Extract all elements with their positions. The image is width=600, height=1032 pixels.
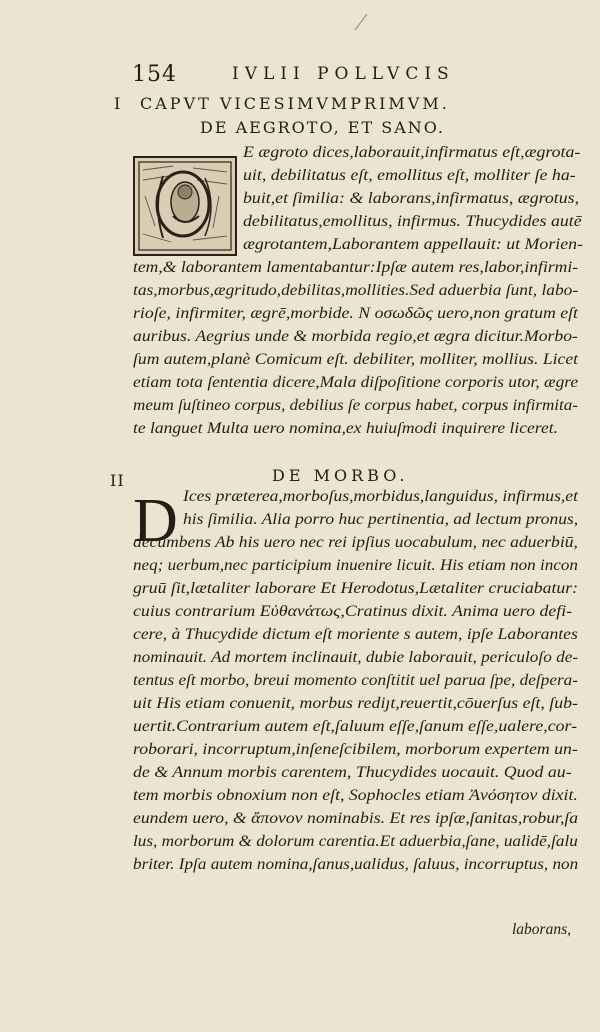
running-title: IVLII POLLVCIS	[232, 64, 455, 84]
chapter-subtitle: DE AEGROTO, ET SANO.	[200, 118, 446, 137]
catchword: laborans,	[512, 921, 571, 938]
text-line: briter. Ipſa autem nomina,ſanus,ualidus, ſaluus, incorruptus, non	[133, 856, 579, 873]
text-line: tem morbis obnoxium non eſt, Sophocles etiam Ἀνόσητον dixit.	[133, 787, 578, 804]
text-line: gruū ſit,lætaliter laborare Et Herodotus,Lætaliter cruciabatur:	[133, 580, 579, 597]
text-line: debilitatus,emollitus, infirmus. Thucydides autē	[243, 213, 582, 230]
woodcut-initial-e-icon	[133, 156, 237, 256]
text-line: cere, à Thucydide dictum eſt moriente s autem, ipſe Laborantes	[133, 626, 578, 643]
text-line: neq; uerbum,nec participium inuenire licuit. His etiam non incon	[133, 557, 578, 574]
paper-mark	[352, 10, 372, 34]
text-line: ſum autem,planè Comicum eſt. debiliter, molliter, mollius. Licet	[133, 351, 579, 368]
text-line: tentus eſt morbo, breui momento conſtitit uel parua ſpe, deſpera-	[133, 672, 579, 689]
section-numeral: II	[110, 471, 125, 490]
text-line: eundem uero, & ἄπονον nominabis. Et res ipſæ,ſanitas,robur,ſa	[133, 810, 579, 827]
chapter-numeral: I	[114, 94, 122, 113]
text-line: uit, debilitatus eſt, emollitus eſt, molliter ſe ha-	[243, 167, 576, 184]
drop-cap-letter: D	[133, 487, 178, 555]
running-head	[132, 62, 532, 90]
text-line: tas,morbus,ægritudo,debilitas,mollities.Sed aduerbia ſunt, labo-	[133, 282, 579, 299]
text-line: E ægroto dices,laborauit,infirmatus eſt,ægrota-	[243, 144, 581, 161]
text-line: decumbens Ab his uero nec rei ipſius uocabulum, nec aduerbiū,	[133, 534, 578, 551]
section-title: DE MORBO.	[272, 466, 409, 485]
text-line: de & Annum morbis carentem, Thucydides uocauit. Quod au-	[133, 764, 572, 781]
text-line: tem,& laborantem lamentabantur:Ipſæ autem res,labor,infirmi-	[133, 259, 579, 276]
text-line: uit His etiam conuenit, morbus rediȷt,reuertit,cōuerſus eſt, ſub-	[133, 695, 578, 712]
text-line: nominauit. Ad mortem inclinauit, dubie laborauit, periculoſo de-	[133, 649, 579, 666]
text-line: uertit.Contrarium autem eſt,ſaluum eſſe,ſanum eſſe,ualere,cor-	[133, 718, 578, 735]
text-line: his ſimilia. Alia porro huc pertinentia, ad lectum pronus,	[183, 511, 579, 528]
text-line: lus, morborum & dolorum carentia.Et aduerbia,ſane, ualidē,ſalu	[133, 833, 578, 850]
text-line: te languet Multa uero nomina,ex huiuſmodi inquirere liceret.	[133, 420, 558, 437]
page-number: 154	[132, 62, 177, 87]
text-line: roborari, incorruptum,inſeneſcibilem, morborum expertem un-	[133, 741, 578, 758]
chapter-title: CAPVT VICESIMVMPRIMVM.	[140, 94, 450, 113]
text-line: rioſe, infirmiter, ægrē,morbide. N οσωδῶς uero,non gratum eſt	[133, 305, 578, 322]
text-line: etiam tota ſententia dicere,Mala diſpoſitione corporis utor, ægre	[133, 374, 579, 391]
text-line: cuius contrarium Εὐθανάτως,Cratinus dixit. Anima uero defi-	[133, 603, 573, 620]
text-line: meum ſuſtineo corpus, debilius ſe corpus habet, corpus infirmita-	[133, 397, 579, 414]
text-line: Ices præterea,morboſus,morbidus,languidus, infirmus,et	[183, 488, 578, 505]
text-line: auribus. Aegrius unde & morbida regio,et ægra dicitur.Morbo-	[133, 328, 578, 345]
text-line: ægrotantem,Laborantem appellauit: ut Morien-	[243, 236, 583, 253]
text-line: buit,et ſimilia: & laborans,infirmatus, ægrotus,	[243, 190, 580, 207]
